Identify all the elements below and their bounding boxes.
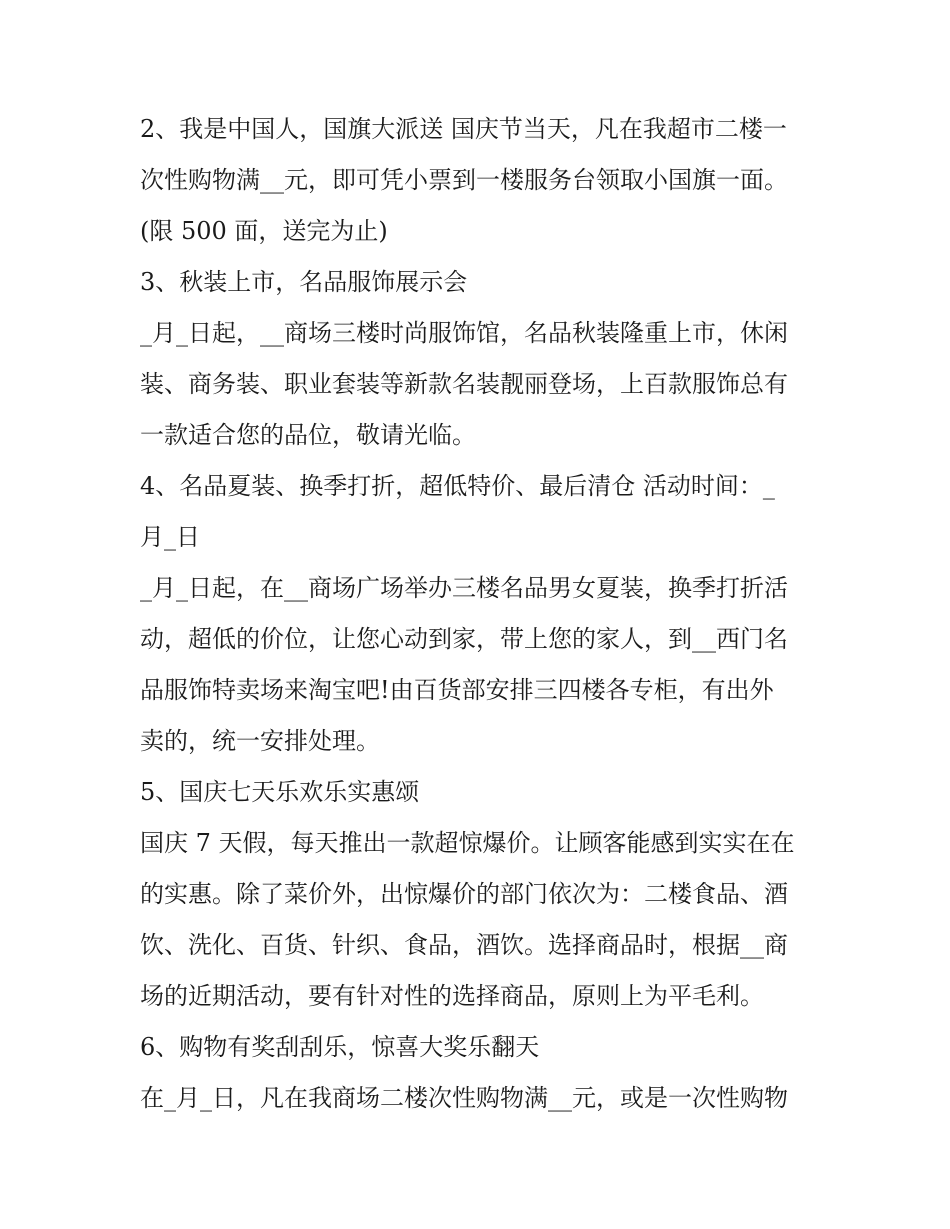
text-line: 的实惠。除了菜价外，出惊爆价的部门依次为：二楼食品、酒 — [140, 880, 788, 908]
text-line: (限 500 面，送完为止) — [140, 217, 388, 245]
section-heading: 5、国庆七天乐欢乐实惠颂 — [140, 778, 420, 806]
text-line: 月_日 — [140, 523, 200, 551]
text-line: 次性购物满__元，即可凭小票到一楼服务台领取小国旗一面。 — [140, 166, 788, 194]
text-line: _月_日起，在__商场广场举办三楼名品男女夏装，换季打折活 — [140, 574, 788, 602]
text-line: 在_月_日，凡在我商场二楼次性购物满__元，或是一次性购物 — [140, 1084, 788, 1112]
text-line: 场的近期活动，要有针对性的选择商品，原则上为平毛利。 — [140, 982, 764, 1010]
section-heading: 4、名品夏装、换季打折，超低特价、最后清仓 活动时间：_ — [140, 472, 775, 500]
text-line: _月_日起，__商场三楼时尚服饰馆，名品秋装隆重上市，休闲 — [140, 319, 788, 347]
text-line: 国庆 7 天假，每天推出一款超惊爆价。让顾客能感到实实在在 — [140, 829, 795, 857]
section-heading: 6、购物有奖刮刮乐，惊喜大奖乐翻天 — [140, 1033, 540, 1061]
text-line: 品服饰特卖场来淘宝吧!由百货部安排三四楼各专柜，有出外 — [140, 676, 774, 704]
document-body — [140, 104, 830, 1124]
text-line: 2、我是中国人，国旗大派送 国庆节当天，凡在我超市二楼一 — [140, 115, 787, 143]
text-line: 卖的，统一安排处理。 — [140, 727, 380, 755]
section-heading: 3、秋装上市，名品服饰展示会 — [140, 268, 468, 296]
text-line: 装、商务装、职业套装等新款名装靓丽登场，上百款服饰总有 — [140, 370, 788, 398]
text-line: 一款适合您的品位，敬请光临。 — [140, 421, 476, 449]
text-line: 饮、洗化、百货、针织、食品，酒饮。选择商品时，根据__商 — [140, 931, 788, 959]
text-line: 动，超低的价位，让您心动到家，带上您的家人，到__西门名 — [140, 625, 788, 653]
